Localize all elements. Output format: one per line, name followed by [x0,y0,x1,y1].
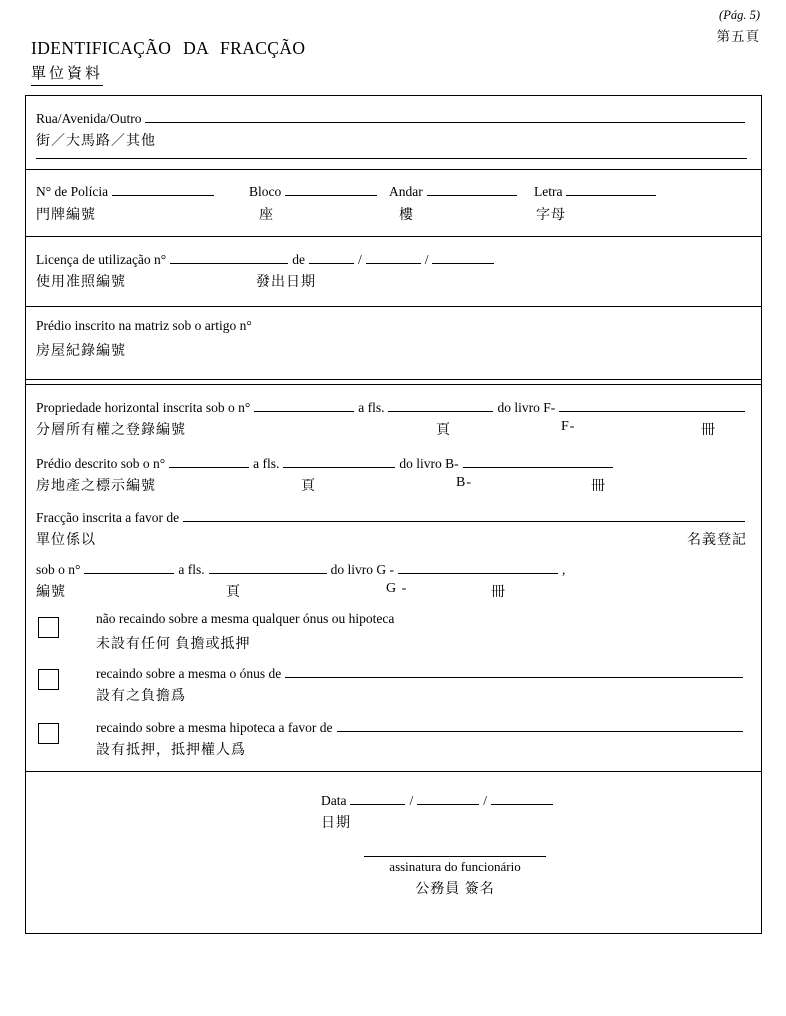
page-ref-zh: 第五頁 [716,29,760,44]
floor-label-pt: Andar [389,184,423,199]
licence-date-year-input[interactable] [432,249,494,264]
under-number-row [36,559,565,578]
floor-input[interactable] [427,181,517,196]
block-pair [249,181,381,200]
police-number-pair [36,181,218,200]
horizontal-property-fls-zh: 頁 [436,423,451,438]
under-number-book-input[interactable] [398,559,558,574]
checkbox-encumbrance-label-zh: 設有之負擔爲 [96,689,186,704]
horizontal-property-row [36,397,749,416]
section-divider-3 [26,306,761,307]
date-label-zh: 日期 [321,816,351,831]
date-year-input[interactable] [491,790,553,805]
street-label-pt: Rua/Avenida/Outro [36,111,142,126]
checkbox-no-encumbrance-label-pt: não recaindo sobre a mesma qualquer ónus ou hipoteca [96,611,395,626]
horizontal-property-fls-label: a fls. [358,400,385,415]
letter-input[interactable] [566,181,656,196]
horizontal-property-volume-zh: 冊 [701,423,716,438]
block-input[interactable] [285,181,377,196]
police-number-label-zh: 門牌編號 [36,208,96,223]
street-row [36,108,749,127]
date-label-pt: Data [321,793,347,808]
street-label-zh: 街／大馬路／其他 [36,134,156,149]
police-number-label-pt: N° de Polícia [36,184,109,199]
fraction-registered-name-zh: 名義登記 [687,533,747,548]
page-reference [717,8,761,45]
horizontal-property-fls-input[interactable] [388,397,493,412]
horizontal-property-label-pt: Propriedade horizontal inscrita sob o n° [36,400,251,415]
street-input-line[interactable] [145,108,745,123]
letter-pair [534,181,660,200]
under-number-label-zh: 編號 [36,585,66,600]
described-building-book-input[interactable] [463,453,613,468]
under-number-fls-zh: 頁 [226,585,241,600]
described-building-label-pt: Prédio descrito sob o n° [36,456,166,471]
under-number-comma: , [562,562,566,577]
fraction-registered-input[interactable] [183,507,745,522]
under-number-volume-zh: 冊 [491,585,506,600]
under-number-fls-label: a fls. [178,562,205,577]
under-number-book-zh: G - [386,581,408,596]
checkbox-encumbrance-input[interactable] [285,663,743,678]
signature-label-pt: assinatura do funcionário [389,859,521,874]
checkbox-no-encumbrance[interactable] [38,617,59,638]
date-slash-2: / [483,793,488,808]
checkbox-no-encumbrance-label-zh: 未設有任何 負擔或抵押 [96,637,251,652]
date-slash-1: / [409,793,414,808]
horizontal-property-book-label: do livro F- [497,400,556,415]
under-number-fls-input[interactable] [209,559,327,574]
licence-de-label: de [292,252,305,267]
licence-label-zh: 使用准照編號 [36,275,126,290]
described-building-number-input[interactable] [169,453,249,468]
checkbox-mortgage-input[interactable] [337,717,743,732]
licence-date-month-input[interactable] [366,249,421,264]
fraction-registered-label-pt: Fracção inscrita a favor de [36,510,180,525]
checkbox-mortgage-row [96,717,747,736]
checkbox-mortgage-label-pt: recaindo sobre a mesma hipoteca a favor de [96,720,333,735]
described-building-fls-zh: 頁 [301,479,316,494]
checkbox-encumbrance-label-pt: recaindo sobre a mesma o ónus de [96,666,282,681]
floor-pair [389,181,521,200]
licence-date-day-input[interactable] [309,249,354,264]
described-building-row [36,453,617,472]
described-building-fls-input[interactable] [283,453,395,468]
signature-block[interactable] [364,856,546,898]
under-number-input[interactable] [84,559,174,574]
described-building-volume-zh: 冊 [591,479,606,494]
matrix-label-zh: 房屋紀錄編號 [36,344,126,359]
form-title-zh: 單位資料 [31,62,103,86]
letter-label-zh: 字母 [536,208,566,223]
fraction-registered-label-zh: 單位係以 [36,533,96,548]
street-input-line-2[interactable] [36,158,747,159]
licence-slash-2: / [424,252,429,267]
horizontal-property-book-input[interactable] [559,397,745,412]
letter-label-pt: Letra [534,184,563,199]
matrix-label-pt: Prédio inscrito na matriz sob o artigo n° [36,318,252,333]
described-building-fls-label: a fls. [253,456,280,471]
checkbox-encumbrance-row [96,663,747,682]
described-building-label-zh: 房地產之標示編號 [36,479,156,494]
police-number-input[interactable] [112,181,214,196]
date-month-input[interactable] [417,790,479,805]
horizontal-property-book-zh: F- [561,419,576,434]
under-number-book-label: do livro G - [330,562,395,577]
described-building-book-zh: B- [456,475,472,490]
horizontal-property-number-input[interactable] [254,397,354,412]
horizontal-property-label-zh: 分層所有權之登錄編號 [36,423,186,438]
under-number-label-pt: sob o n° [36,562,81,577]
fraction-registered-row [36,507,749,526]
section-divider-4b [26,384,761,385]
date-row [321,790,557,809]
floor-label-zh: 樓 [399,208,414,223]
section-divider-1 [26,169,761,170]
page-ref-pt: (Pág. 5) [719,8,760,22]
checkbox-encumbrance[interactable] [38,669,59,690]
licence-row [36,249,498,268]
checkbox-mortgage-label-zh: 設有抵押，抵押權人爲 [96,743,246,758]
block-label-pt: Bloco [249,184,282,199]
licence-number-input[interactable] [170,249,288,264]
date-day-input[interactable] [350,790,405,805]
licence-slash-1: / [357,252,362,267]
section-divider-4a [26,379,761,380]
licence-label-pt: Licença de utilização n° [36,252,167,267]
checkbox-mortgage[interactable] [38,723,59,744]
form-box [25,95,762,934]
section-divider-2 [26,236,761,237]
section-divider-5 [26,771,761,772]
signature-label-zh: 公務員 簽名 [415,882,495,897]
block-label-zh: 座 [259,208,274,223]
form-title-pt: IDENTIFICAÇÃO DA FRACÇÃO [31,38,306,58]
described-building-book-label: do livro B- [399,456,459,471]
licence-issue-label-zh: 發出日期 [256,275,316,290]
